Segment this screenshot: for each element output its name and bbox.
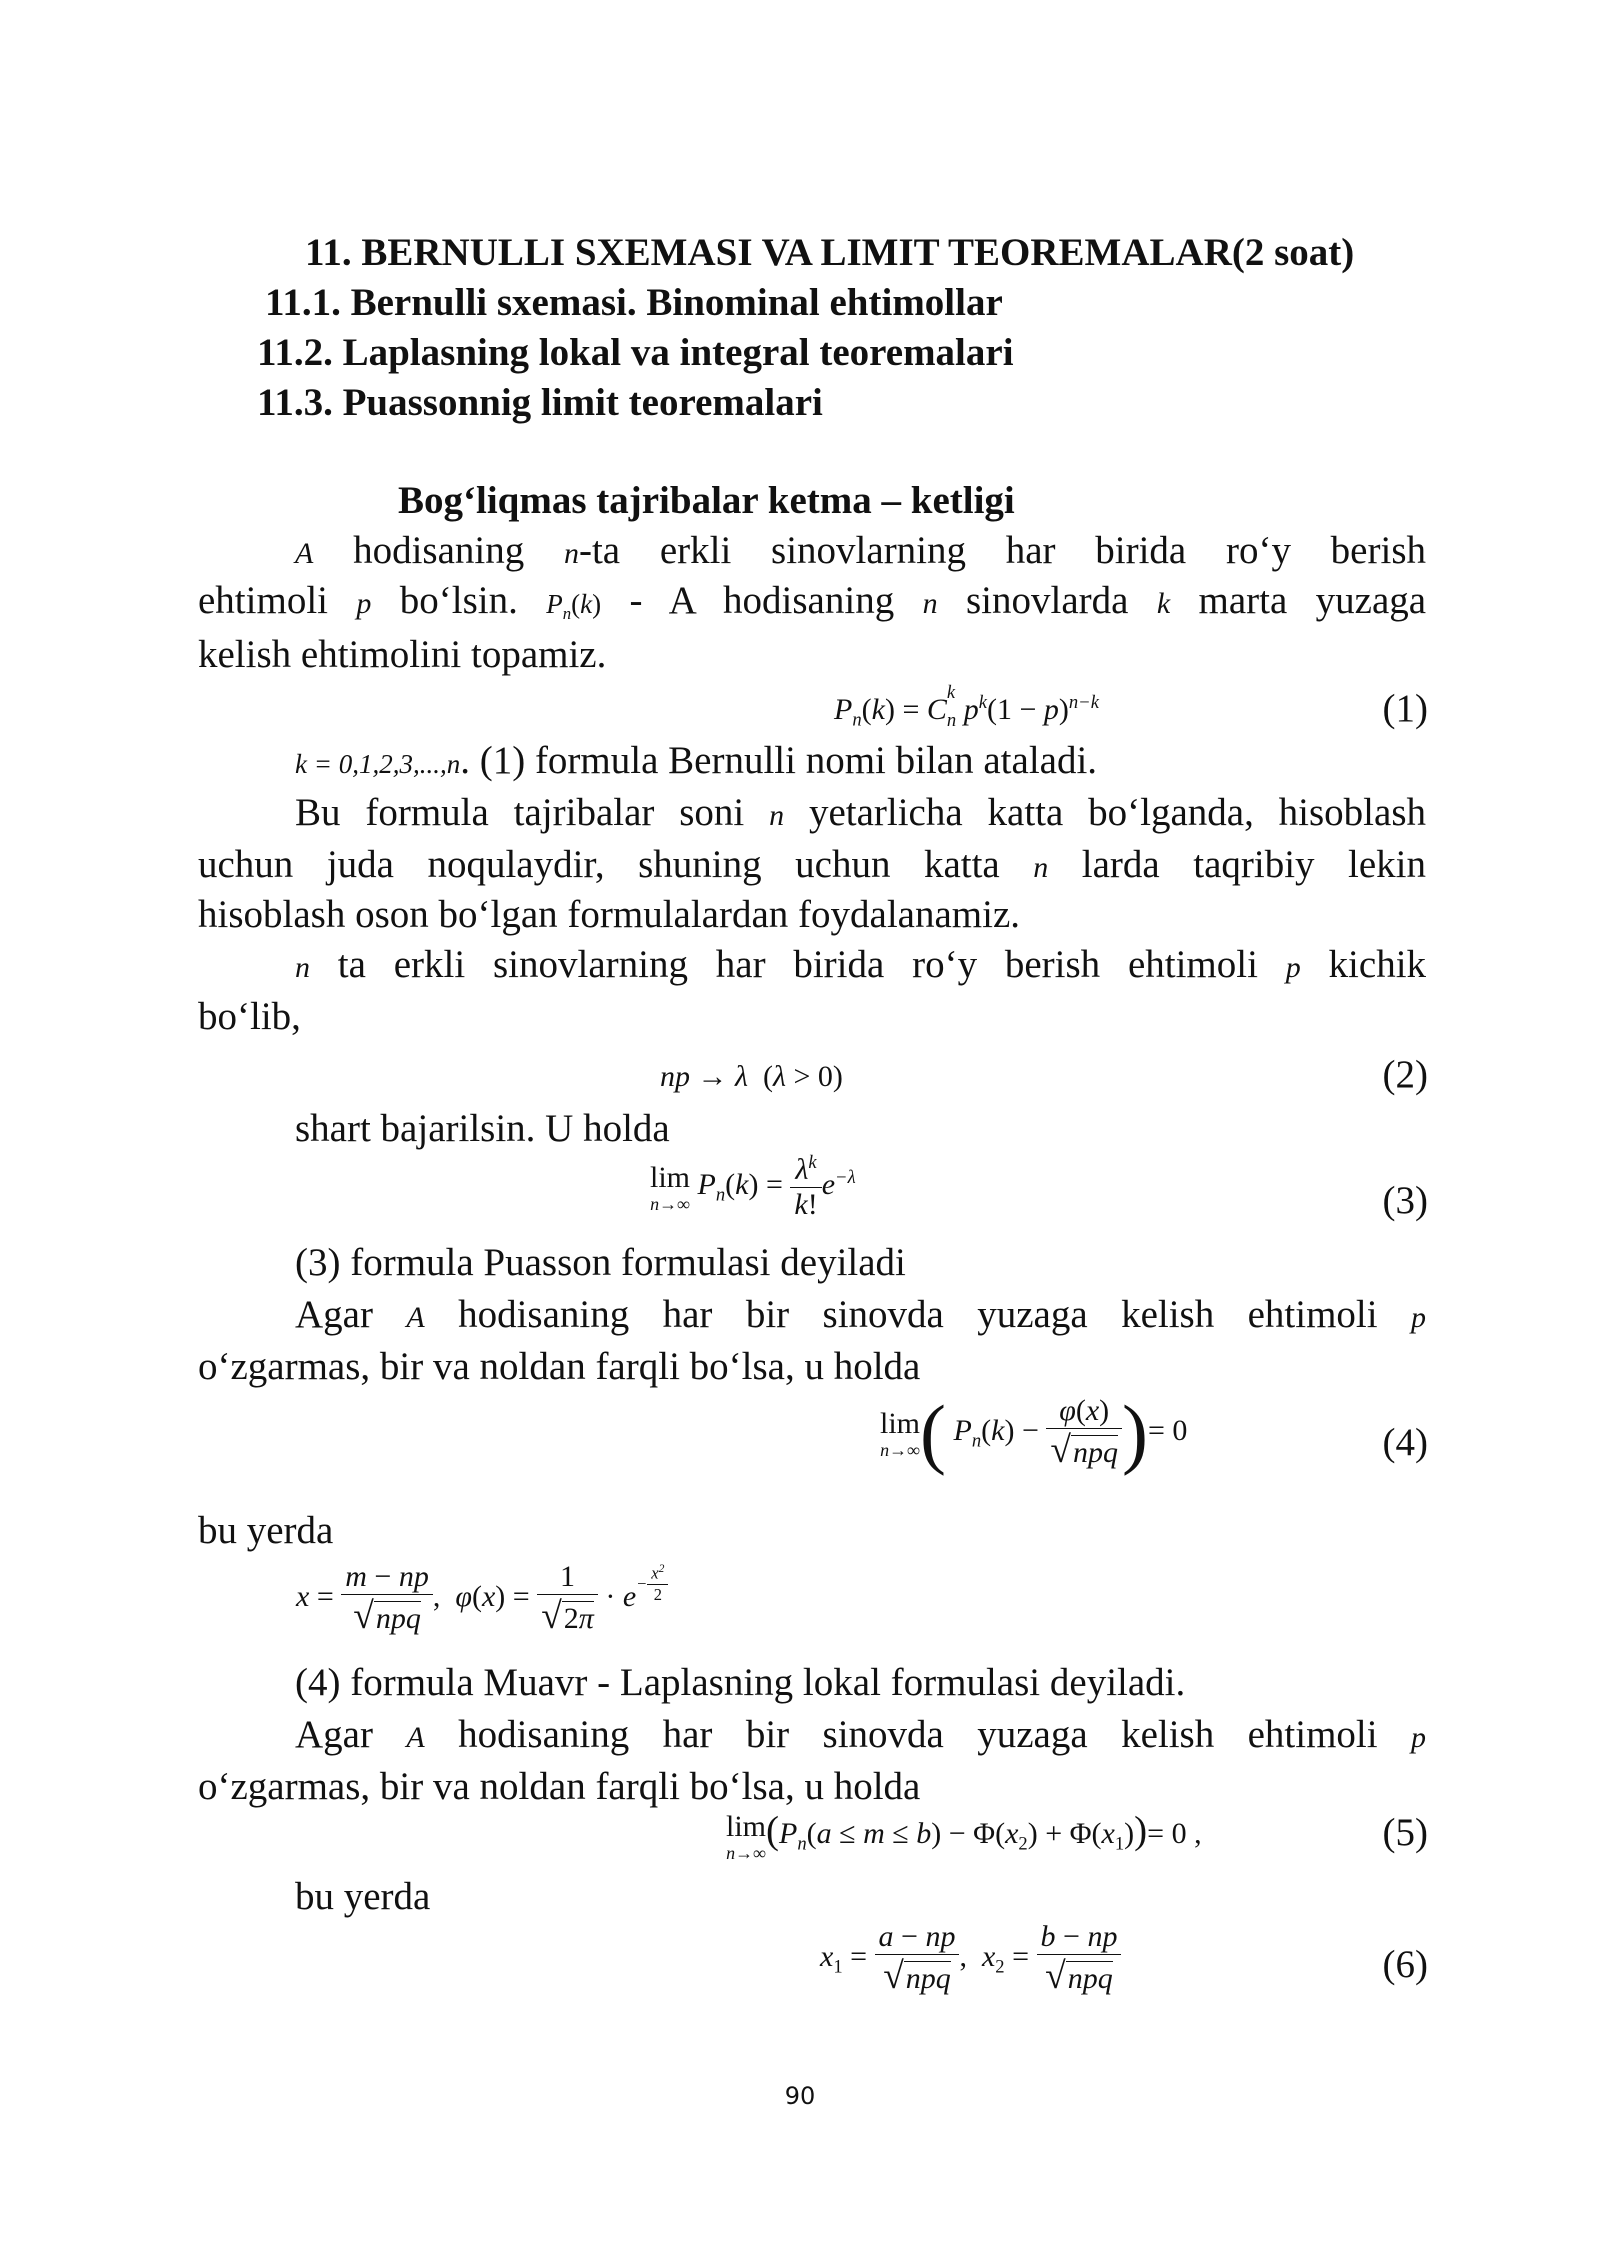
paragraph-line: kelish ehtimolini topamiz. [198, 633, 607, 676]
equation-3: lim n→∞ $P_n(k)$ = $\frac{\lambda^k}{k!}$ $e^{-\lambda}$ [650, 1152, 856, 1222]
section-heading: Bog‘liqmas tajribalar ketma – ketligi [398, 479, 1015, 522]
paragraph-line: bo‘lib, [198, 995, 301, 1038]
equation-6: $x_1$ = $\frac{a - np}{\text{√npq}}$ , $x_2$ = $\frac{b - np}{\text{√npq}}$ [820, 1920, 1121, 1998]
equation-5: lim n→∞ $(P_n(a \le m \le b) - \Phi(x_2) + \Phi(x_1))= 0$ , [726, 1809, 1202, 1864]
equation-number-6: (6) [1382, 1943, 1428, 1986]
page-number: 90 [784, 2082, 816, 2110]
paragraph-line: bu yerda [295, 1875, 431, 1918]
paragraph-line: Bu formula tajribalar soni n yetarlicha katta bo‘lganda, hisoblash [295, 791, 1427, 834]
subsection-heading-1: 11.1. Bernulli sxemasi. Binominal ehtimollar [265, 281, 1003, 324]
paragraph-line: Agar A hodisaning har bir sinovda yuzaga kelish ehtimoli p [295, 1713, 1426, 1756]
paragraph-line: ehtimoli p bo‘lsin. $P_n(k)$ - A hodisaning n sinovlarda k marta yuzaga [198, 579, 1427, 623]
equation-number-3: (3) [1382, 1179, 1428, 1222]
equation-2: np → λ (λ > 0) [660, 1060, 843, 1093]
paragraph-line: uchun juda noqulaydir, shuning uchun katta n larda taqribiy lekin [198, 843, 1427, 886]
paragraph-line: shart bajarilsin. U holda [295, 1107, 670, 1150]
paragraph-line: Agar A hodisaning har bir sinovda yuzaga kelish ehtimoli p [295, 1293, 1426, 1336]
paragraph-line: o‘zgarmas, bir va noldan farqli bo‘lsa, u holda [198, 1765, 921, 1808]
subsection-heading-3: 11.3. Puassonnig limit teoremalari [257, 381, 823, 424]
paragraph-line: hisoblash oson bo‘lgan formulalardan foydalanamiz. [198, 893, 1021, 936]
chapter-title: 11. BERNULLI SXEMASI VA LIMIT TEOREMALAR(2 soat) [305, 231, 1355, 274]
paragraph-line: n ta erkli sinovlarning har birida ro‘y berish ehtimoli p kichik [295, 943, 1427, 986]
paragraph-line: o‘zgarmas, bir va noldan farqli bo‘lsa, u holda [198, 1345, 921, 1388]
equation-4: lim n→∞ ( $P_n(k)$ − $\frac{\varphi(x)}{\text{√npq}}$ )= 0 [880, 1389, 1188, 1476]
equation-number-5: (5) [1382, 1811, 1428, 1854]
equation-1: $P_n(k) = C$ $_{k n}$ $p^k(1 - p)^{n-k}$ [834, 681, 1099, 731]
equation-number-2: (2) [1382, 1053, 1428, 1096]
equation-number-1: (1) [1382, 687, 1428, 730]
paragraph-line: k = 0,1,2,3,...,n. (1) formula Bernulli nomi bilan ataladi. [295, 739, 1098, 782]
paragraph-line: (3) formula Puasson formulasi deyiladi [295, 1241, 906, 1284]
pn-k-math: $P_n(k)$ [546, 589, 602, 623]
paragraph-line: bu yerda [198, 1509, 334, 1552]
equation-number-4: (4) [1382, 1421, 1428, 1464]
definition-x-phi: x = $\frac{m - np}{\text{√npq}}$ , φ(x) = $\frac{1}{√2\pi}$ · e− $\frac{x^2}{2}$ [296, 1560, 668, 1638]
paragraph-line: A hodisaning n-ta erkli sinovlarning har birida ro‘y berish [295, 529, 1426, 572]
subsection-heading-2: 11.2. Laplasning lokal va integral teoremalari [257, 331, 1014, 374]
paragraph-line: (4) formula Muavr - Laplasning lokal formulasi deyiladi. [295, 1661, 1186, 1704]
